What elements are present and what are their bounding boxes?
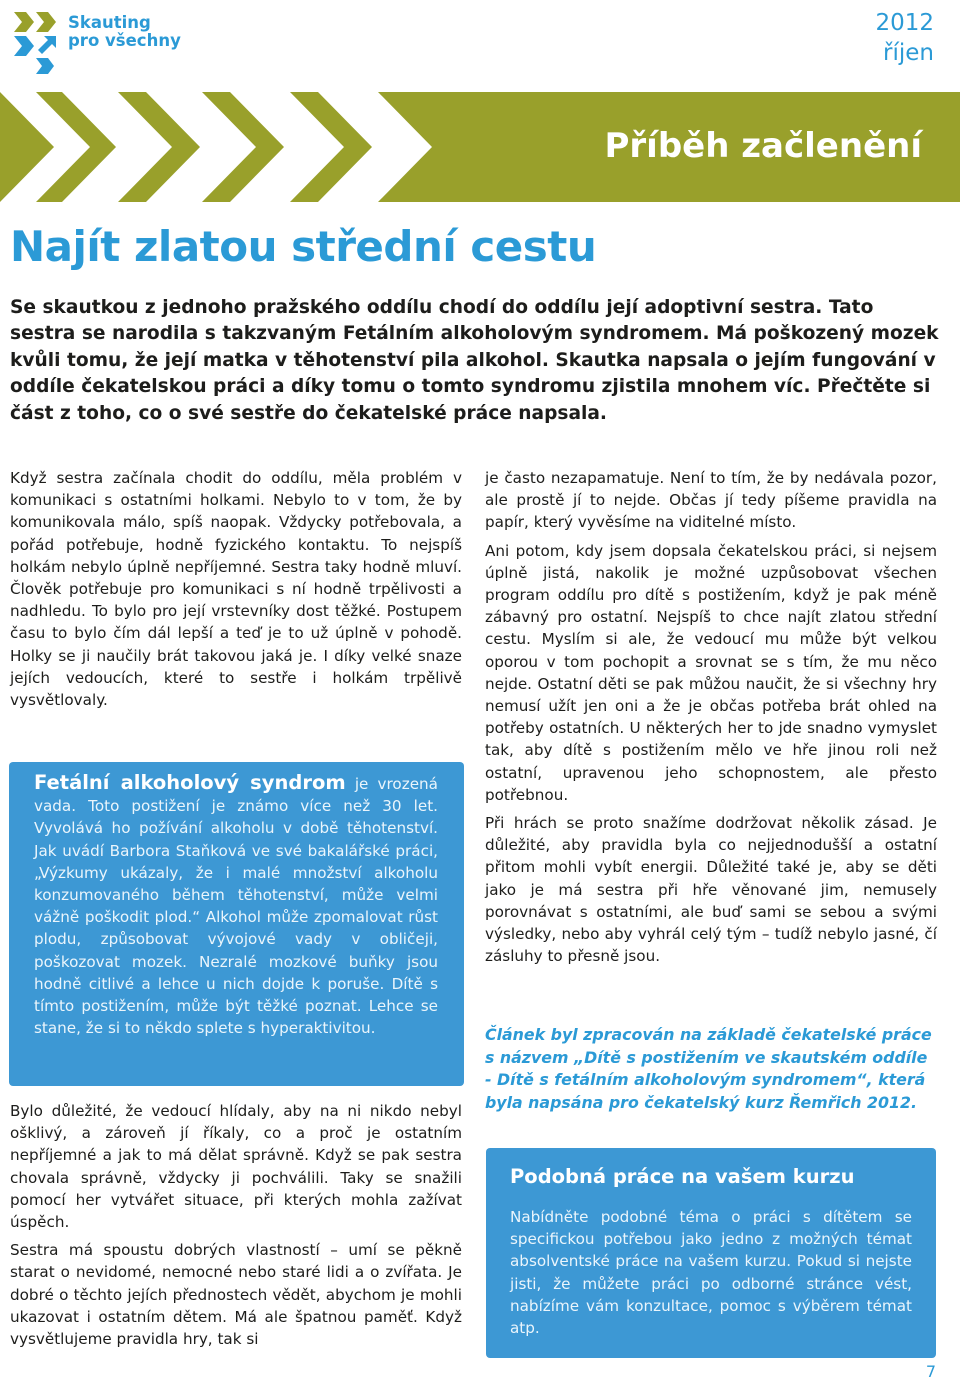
info-box-fas (9, 762, 464, 1086)
course-box-title: Podobná práce na vašem kurzu (510, 1165, 855, 1188)
paragraph: Ani potom, kdy jsem dopsala čekatelskou práci, si nejsem úplně jistá, nakolik je možné uzpůsobovat všechen program oddílu pro dítě s postižením, když je pak méně zábavný pro ostatní. Nejspíš to chce najít zlatou střední cestu. Myslím si ale, že vedoucí mu může být velkou oporou v tom pochopit a srovnat se s tím, že mu něco nejde. Ostatní děti se pak můžou naučit, že si všechny hry nemusí užít jen oni a že je občas potřeba brát ohled na potřeby ostatních. U některých her to jde snadno vymyslet tak, aby dítě s postižením mělo ve hře jinou roli než ostatní, upravenou jeho schopnostem, ale přesto potřebnou. (485, 541, 937, 804)
left-column-bottom (10, 1100, 462, 1356)
article-source-note: Článek byl zpracován na základě čekatelské práce s názvem „Dítě s postižením ve skautském oddíle - Dítě s fetálním alkoholovým syndromem“, která byla napsána pro čekatelský kurz Řemřich 2012. (485, 1025, 932, 1112)
paragraph: Sestra má spoustu dobrých vlastností – umí se pěkně starat o nevidomé, nemocné nebo staré lidi a o zvířata. Je dobré o těchto jejích přednostech vědět, abychom je mohli ukazovat i ostatním dětem. Má ale špatnou paměť. Když vysvětlujeme pravidla hry, tak si (10, 1241, 462, 1349)
logo-mark-icon (8, 6, 68, 78)
info-box-heading: Fetální alkoholový syndrom (34, 771, 346, 794)
article-lead: Se skautkou z jednoho pražského oddílu chodí do oddílu její adoptivní sestra. Tato sestra se narodila s takzvaným Fetálním alkoholovým syndromem. Má poškozený mozek kvůli tomu, že její matka v těhotenství pila alkohol. Skautka napsala o jejím fungování v oddíle čekatelskou práci a díky tomu o tomto syndromu zjistila mnohem víc. Přečtěte si část z toho, co o své sestře do čekatelské práce napsala. (10, 297, 939, 424)
paragraph: Při hrách se proto snažíme dodržovat několik zásad. Je důležité, aby pravidla byla co nejjednodušší a ostatní přitom mohli vybít energii. Důležité také je, aby se děti jako je má sestra při hře věnované jim, nemusely porovnávat s ostatními, ale buď sami se sebou a svými výsledky, nebo aby vyhrál celý tým – tudíž nebylo jasné, čí zásluhy to přesně jsou. (485, 814, 937, 966)
logo-line-1: Skauting (68, 13, 151, 32)
paragraph: Bylo důležité, že vedoucí hlídaly, aby na ni nikdo nebyl ošklivý, a zároveň jí říkaly, co a proč je ostatním nepříjemné a jak to má dělat správně. Když se pak sestra chovala správně, vždycky ji pochválili. Taky se snažili pomocí her vytvářet situace, při kterých mohla zažívat úspěch. (10, 1102, 462, 1232)
course-box-text: Nabídněte podobné téma o práci s dítětem se specifickou potřebou jako jedno z možných témat absolventské práce na vašem kurzu. Pokud si nejste jisti, že můžete práci po odborné stránce vést, nabízíme vám konzultace, pomoc s výběrem témat atp. (510, 1208, 912, 1338)
issue-year: 2012 (875, 10, 934, 36)
page-number: 7 (925, 1362, 936, 1381)
info-box-body: je vrozená vada. Toto postižení je známo více než 30 let. Vyvolává ho požívání alkoholu v době těhotenství. Jak uvádí Barbora Staňková ve své bakalářské práci, „Výzkumy ukázaly, že i malé množství alkoholu konzumovaného během těhotenství, může velmi vážně poškodit plod.“ Alkohol může zpomalovat růst plodu, způsobovat vývojové vady v obličeji, poškozovat mozek. Nezralé mozkové buňky jsou hodně citlivé a lehce u nich dojde k poruše. Dítě s tímto postižením, může být těžké poznat. Lehce se stane, že si to někdo splete s hyperaktivitou. (34, 775, 438, 1038)
right-column (485, 467, 937, 973)
article-title: Najít zlatou střední cestu (10, 222, 597, 271)
issue-date (875, 8, 934, 68)
logo-line-2: pro všechny (68, 31, 181, 50)
issue-month: říjen (883, 40, 934, 66)
paragraph: Když sestra začínala chodit do oddílu, měla problém v komunikaci s ostatními holkami. Nebylo to v tom, že by komunikovala málo, spíš naopak. Vždycky potřebovala, a pořád potřebuje, hodně fyzického kontaktu. To nejspíš holkám nebylo úplně nepříjemné. Sestra taky hodně mluví. Člověk potřebuje pro komunikaci s ní hodně trpělivosti a nadhledu. To bylo pro její vrstevníky dost těžké. Postupem času to bylo čím dál lepší a teď je to už úplně v pohodě. Holky se ji naučily brát takovou jaká je. I díky velké snaze jejích vedoucích, které to sestře i holkám trpělivě vysvětlovaly. (10, 469, 462, 710)
left-column-top (10, 467, 462, 717)
section-title: Příběh začlenění (604, 126, 922, 166)
logo-wordmark (68, 14, 181, 50)
info-box-text (34, 772, 438, 1039)
paragraph: je často nezapamatuje. Není to tím, že by nedávala pozor, ale prostě jí to nejde. Občas jí tedy píšeme pravidla na papír, který vyvěsíme na viditelné místo. (485, 469, 937, 532)
info-box-course (486, 1148, 936, 1358)
